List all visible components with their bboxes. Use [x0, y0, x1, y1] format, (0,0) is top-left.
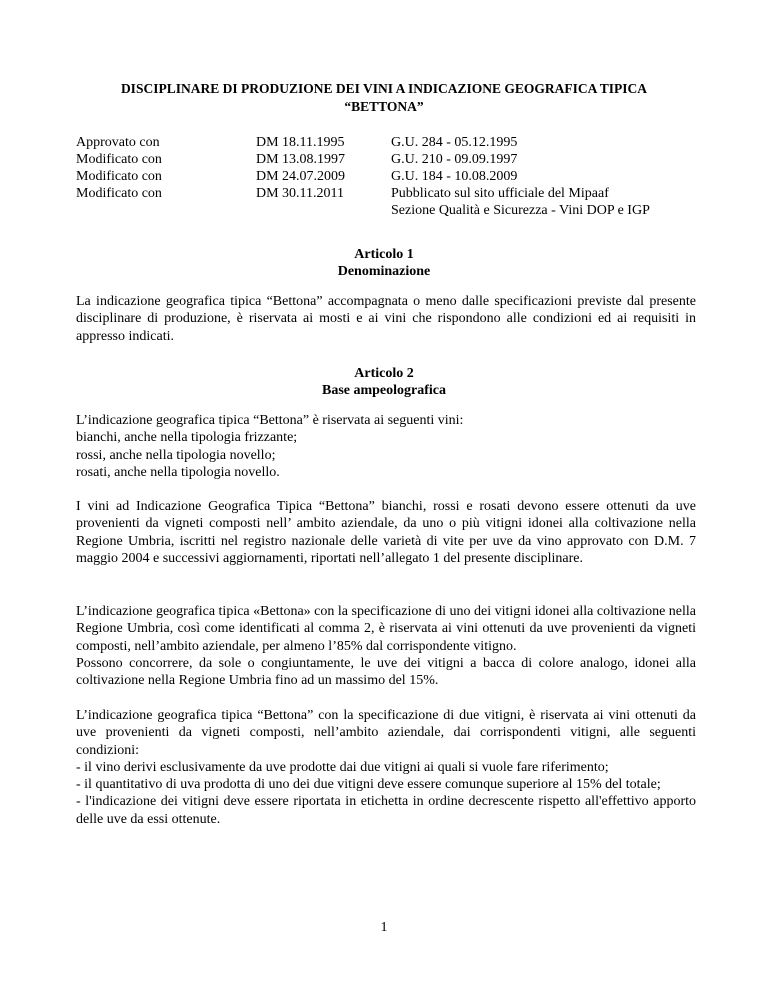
approval-gazette: Pubblicato sul sito ufficiale del Mipaaf [391, 186, 609, 201]
article-2-paragraph-3 [76, 707, 696, 828]
list-item: rossi, anche nella tipologia novello; [76, 447, 276, 463]
article-2-paragraph-1 [76, 498, 696, 567]
title-line-2: “BETTONA” [344, 99, 424, 114]
list-intro: L’indicazione geografica tipica “Bettona” è riservata ai seguenti vini: [76, 413, 464, 428]
approvals-table [76, 134, 696, 219]
article-1-heading [70, 246, 698, 280]
approval-label: Modificato con [76, 169, 162, 184]
paragraph-text: L’indicazione geografica tipica “Bettona” con la specificazione di due vitigni, è riservata ai vini ottenuti da uve provenienti da vigneti composti, nell’ambito aziendale, dai corrispondenti vitigni, alle seguenti condizioni: [76, 708, 696, 758]
approval-label: Approvato con [76, 135, 160, 150]
approval-label: Modificato con [76, 152, 162, 167]
condition-item: - l'indicazione dei vitigni deve essere riportata in etichetta in ordine decrescente rispetto all'effettivo apporto delle uve da essi ottenute. [76, 794, 696, 827]
page-number: 1 [380, 920, 388, 935]
article-2-number: Articolo 2 [354, 366, 414, 381]
article-2-title: Base ampeolografica [321, 383, 447, 398]
approval-row [76, 202, 696, 219]
article-2-paragraph-2 [76, 603, 696, 689]
article-1-title: Denominazione [337, 264, 431, 279]
condition-item: - il vino derivi esclusivamente da uve prodotte dai due vitigni ai quali si vuole fare riferimento; [76, 759, 609, 775]
paragraph-text: Possono concorrere, da sole o congiuntamente, le uve dei vitigni a bacca di colore analogo, idonei alla coltivazione nella Regione Umbria fino ad un massimo del 15%. [76, 655, 696, 689]
wine-types-list [76, 412, 696, 481]
article-1-number: Articolo 1 [354, 247, 414, 262]
approval-gazette: G.U. 284 - 05.12.1995 [391, 135, 518, 150]
article-1-text [76, 293, 696, 345]
approval-row [76, 168, 696, 185]
document-title [70, 80, 698, 116]
condition-item: - il quantitativo di uva prodotta di uno dei due vitigni deve essere comunque superiore al 15% del totale; [76, 777, 661, 793]
article-2-heading [70, 365, 698, 399]
approval-decree: DM 13.08.1997 [256, 152, 346, 167]
paragraph-text: L’indicazione geografica tipica «Bettona» con la specificazione di uno dei vitigni idonei alla coltivazione nella Regione Umbria, così come identificati al comma 2, è riservata ai vini ottenuti da uve provenienti da vigneti composti, nell’ambito aziendale, per almeno l’85% dal corrispondente vitigno. [76, 604, 696, 654]
approval-decree: DM 30.11.2011 [256, 186, 345, 201]
approval-gazette: G.U. 210 - 09.09.1997 [391, 152, 518, 167]
list-item: rosati, anche nella tipologia novello. [76, 464, 280, 480]
approval-label: Modificato con [76, 186, 162, 201]
approval-gazette: G.U. 184 - 10.08.2009 [391, 169, 518, 184]
article-1-paragraph: La indicazione geografica tipica “Bettona” accompagnata o meno dalle specificazioni previste dal presente disciplinare di produzione, è riservata ai mosti e ai vini che rispondono alle condizioni ed ai requisiti in appresso indicati. [76, 294, 696, 344]
title-line-1: DISCIPLINARE DI PRODUZIONE DEI VINI A INDICAZIONE GEOGRAFICA TIPICA [120, 81, 648, 96]
list-item: bianchi, anche nella tipologia frizzante; [76, 430, 298, 446]
approval-note: Sezione Qualità e Sicurezza - Vini DOP e IGP [391, 203, 650, 218]
approval-row [76, 185, 696, 202]
approval-row [76, 151, 696, 168]
approval-decree: DM 24.07.2009 [256, 169, 346, 184]
approval-decree: DM 18.11.1995 [256, 135, 345, 150]
approval-row [76, 134, 696, 151]
paragraph-text: I vini ad Indicazione Geografica Tipica “Bettona” bianchi, rossi e rosati devono essere ottenuti da uve provenienti da vigneti composti nell’ ambito aziendale, da uno o più vitigni idonei alla coltivazione nella Regione Umbria, iscritti nel registro nazionale delle varietà di vite per uve da vino approvato con D.M. 7 maggio 2004 e successivi aggiornamenti, riportati nell’allegato 1 del presente disciplinare. [76, 499, 696, 566]
